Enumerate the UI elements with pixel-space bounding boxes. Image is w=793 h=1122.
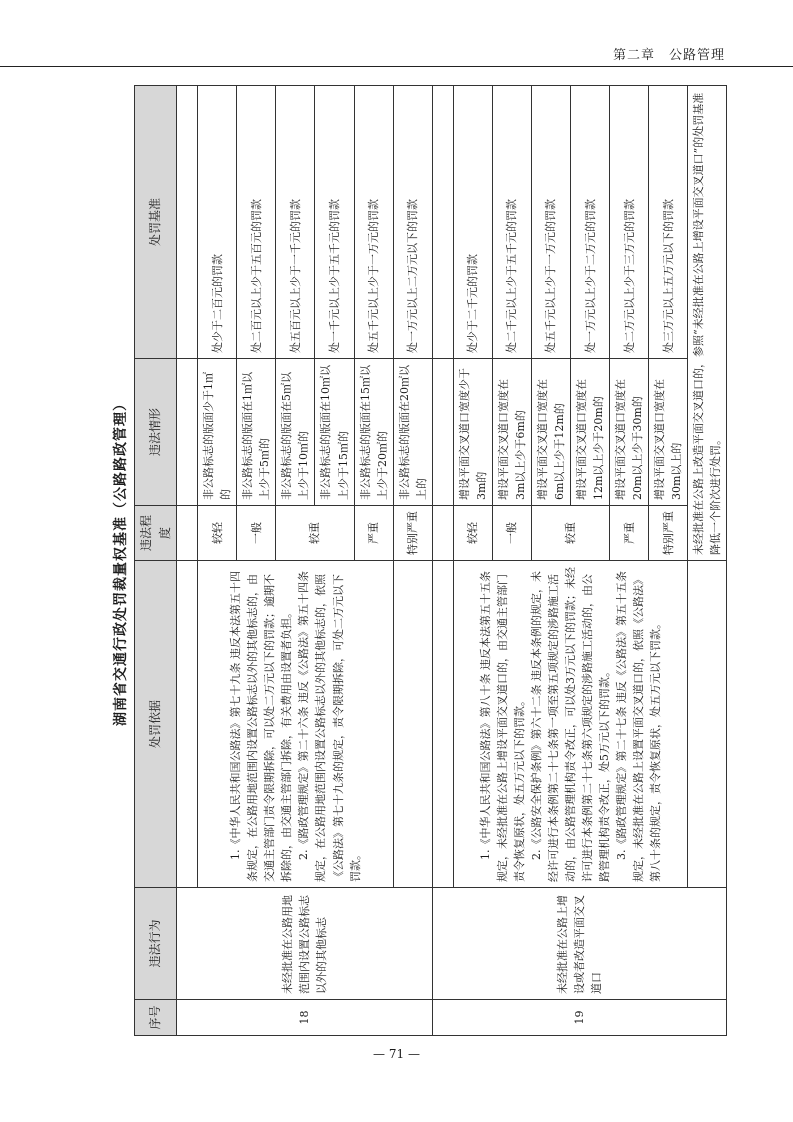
blank-cell bbox=[177, 561, 198, 888]
situation-cell: 非公路标志的版面在5㎡以上少于10㎡的 bbox=[276, 359, 315, 506]
row-number-cell: 19 bbox=[432, 1000, 727, 1036]
degree-cell: 特别严重 bbox=[649, 506, 688, 561]
penalty-standards-table bbox=[134, 85, 727, 1036]
situation-cell: 增设平面交叉道口宽度在30m以上的 bbox=[649, 359, 688, 506]
penalty-cell: 处一千元以上少于五千元的罚款 bbox=[315, 86, 354, 359]
row-number-cell: 18 bbox=[177, 1000, 433, 1036]
basis-paragraph: 1.《中华人民共和国公路法》第八十条 违反本法第五十五条规定，未经批准在公路上增设平面交叉道口的，由交通主管部门责令恢复原状，处五万元以下的罚款。 bbox=[478, 571, 526, 882]
running-head: 第二章 公路管理 bbox=[612, 48, 725, 63]
basis-paragraph: 3.《路政管理规定》第二十七条 违反《公路法》第五十五条规定，未经批准在公路上设置平面交叉道口的，依照《公路法》第八十条的规定，责令恢复原状，处五万元以下罚款。 bbox=[615, 571, 663, 882]
penalty-cell: 处少于二千元的罚款 bbox=[453, 86, 492, 359]
basis-cell bbox=[453, 561, 688, 888]
blank-cell bbox=[177, 506, 198, 561]
col-header-situation: 违法情形 bbox=[135, 359, 177, 506]
table-header-row bbox=[135, 86, 177, 1036]
header-rule bbox=[0, 66, 793, 67]
situation-cell: 增设平面交叉道口宽度在6m以上少于12m的 bbox=[531, 359, 570, 506]
col-header-basis: 处罚依据 bbox=[135, 561, 177, 888]
col-header-degree: 违法程度 bbox=[135, 506, 177, 561]
page-number: — 71 — bbox=[373, 1047, 420, 1061]
degree-cell: 特别严重 bbox=[393, 506, 432, 561]
blank-cell bbox=[177, 359, 198, 506]
degree-cell: 严重 bbox=[610, 506, 649, 561]
behavior-cell: 未经批准在公路用地范围内设置公路标志以外的其他标志 bbox=[177, 888, 433, 1000]
situation-cell: 非公路标志的版面少于1㎡的 bbox=[198, 359, 237, 506]
book-title: 湖南省交通行政处罚裁量权基准（公路路政管理） bbox=[113, 396, 129, 726]
blank-cell bbox=[393, 561, 432, 888]
degree-cell: 较重 bbox=[276, 506, 354, 561]
penalty-cell: 处五千元以上少于一万元的罚款 bbox=[531, 86, 570, 359]
basis-cell bbox=[198, 561, 393, 888]
degree-cell: 较轻 bbox=[453, 506, 492, 561]
rotated-content bbox=[108, 86, 748, 1036]
situation-cell: 增设平面交叉道口宽度在3m以上少于6m的 bbox=[492, 359, 531, 506]
degree-cell: 一般 bbox=[237, 506, 276, 561]
note-cell: 未经批准在公路上改造平面交叉道口的，参照“未经批准在公路上增设平面交叉道口”的处罚基准降低一个阶次进行处罚。 bbox=[688, 86, 727, 561]
blank-cell bbox=[432, 86, 453, 359]
degree-cell: 严重 bbox=[354, 506, 393, 561]
degree-cell: 一般 bbox=[492, 506, 531, 561]
penalty-cell: 处一万元以上二万元以下的罚款 bbox=[393, 86, 432, 359]
situation-cell: 非公路标志的版面在20㎡以上的 bbox=[393, 359, 432, 506]
penalty-cell: 处五百元以上少于一千元的罚款 bbox=[276, 86, 315, 359]
situation-cell: 增设平面交叉道口宽度少于3m的 bbox=[453, 359, 492, 506]
situation-cell: 增设平面交叉道口宽度在20m以上少于30m的 bbox=[610, 359, 649, 506]
situation-cell: 非公路标志的版面在1㎡以上少于5㎡的 bbox=[237, 359, 276, 506]
behavior-cell: 未经批准在公路上增设或者改造平面交叉道口 bbox=[432, 888, 727, 1000]
table-row bbox=[177, 86, 198, 1036]
col-header-behavior: 违法行为 bbox=[135, 888, 177, 1000]
blank-cell bbox=[432, 359, 453, 506]
basis-paragraph: 2.《路政管理规定》第二十六条 违反《公路法》第五十四条规定，在公路用地范围内设置公路标志以外的其他标志的，依照《公路法》第七十九条的规定，责令限期拆除，可处二万元以下罚款。 bbox=[297, 571, 362, 882]
blank-cell bbox=[432, 506, 453, 561]
penalty-cell: 处一万元以上少于二万元的罚款 bbox=[571, 86, 610, 359]
situation-cell: 非公路标志的版面在10㎡以上少于15㎡的 bbox=[315, 359, 354, 506]
penalty-cell: 处少于二百元的罚款 bbox=[198, 86, 237, 359]
situation-cell: 非公路标志的版面在15㎡以上少于20㎡的 bbox=[354, 359, 393, 506]
penalty-cell: 处三万元以上五万元以下的罚款 bbox=[649, 86, 688, 359]
penalty-cell: 处二万元以上少于三万元的罚款 bbox=[610, 86, 649, 359]
degree-cell: 较重 bbox=[531, 506, 609, 561]
basis-paragraph: 1.《中华人民共和国公路法》第七十九条 违反本法第五十四条规定，在公路用地范围内设置公路标志以外的其他标志的，由交通主管部门责令限期拆除，可以处二万元以下的罚款；逾期不拆除的，由交通主管部门拆除，有关费用由设置者负担。 bbox=[229, 571, 294, 882]
col-header-no: 序号 bbox=[135, 1000, 177, 1036]
penalty-cell: 处二千元以上少于五千元的罚款 bbox=[492, 86, 531, 359]
degree-cell: 较轻 bbox=[198, 506, 237, 561]
blank-cell bbox=[688, 561, 727, 888]
rotated-table-area bbox=[108, 86, 748, 1036]
penalty-cell: 处二百元以上少于五百元的罚款 bbox=[237, 86, 276, 359]
basis-paragraph: 2.《公路安全保护条例》第六十二条 违反本条例的规定，未经许可进行本条例第二十七条第一项至第五项规定的涉路施工活动的，由公路管理机构责令改正，可以处3万元以下的罚款；未经许可进行本条例第二十七条第六项规定的涉路施工活动的，由公路管理机构责令改正，处5万元以下的罚款。 bbox=[529, 567, 612, 882]
penalty-cell: 处五千元以上少于一万元的罚款 bbox=[354, 86, 393, 359]
situation-cell: 增设平面交叉道口宽度在12m以上少于20m的 bbox=[571, 359, 610, 506]
blank-cell bbox=[177, 86, 198, 359]
table-row bbox=[432, 86, 453, 1036]
col-header-penalty: 处罚基准 bbox=[135, 86, 177, 359]
blank-cell bbox=[432, 561, 453, 888]
